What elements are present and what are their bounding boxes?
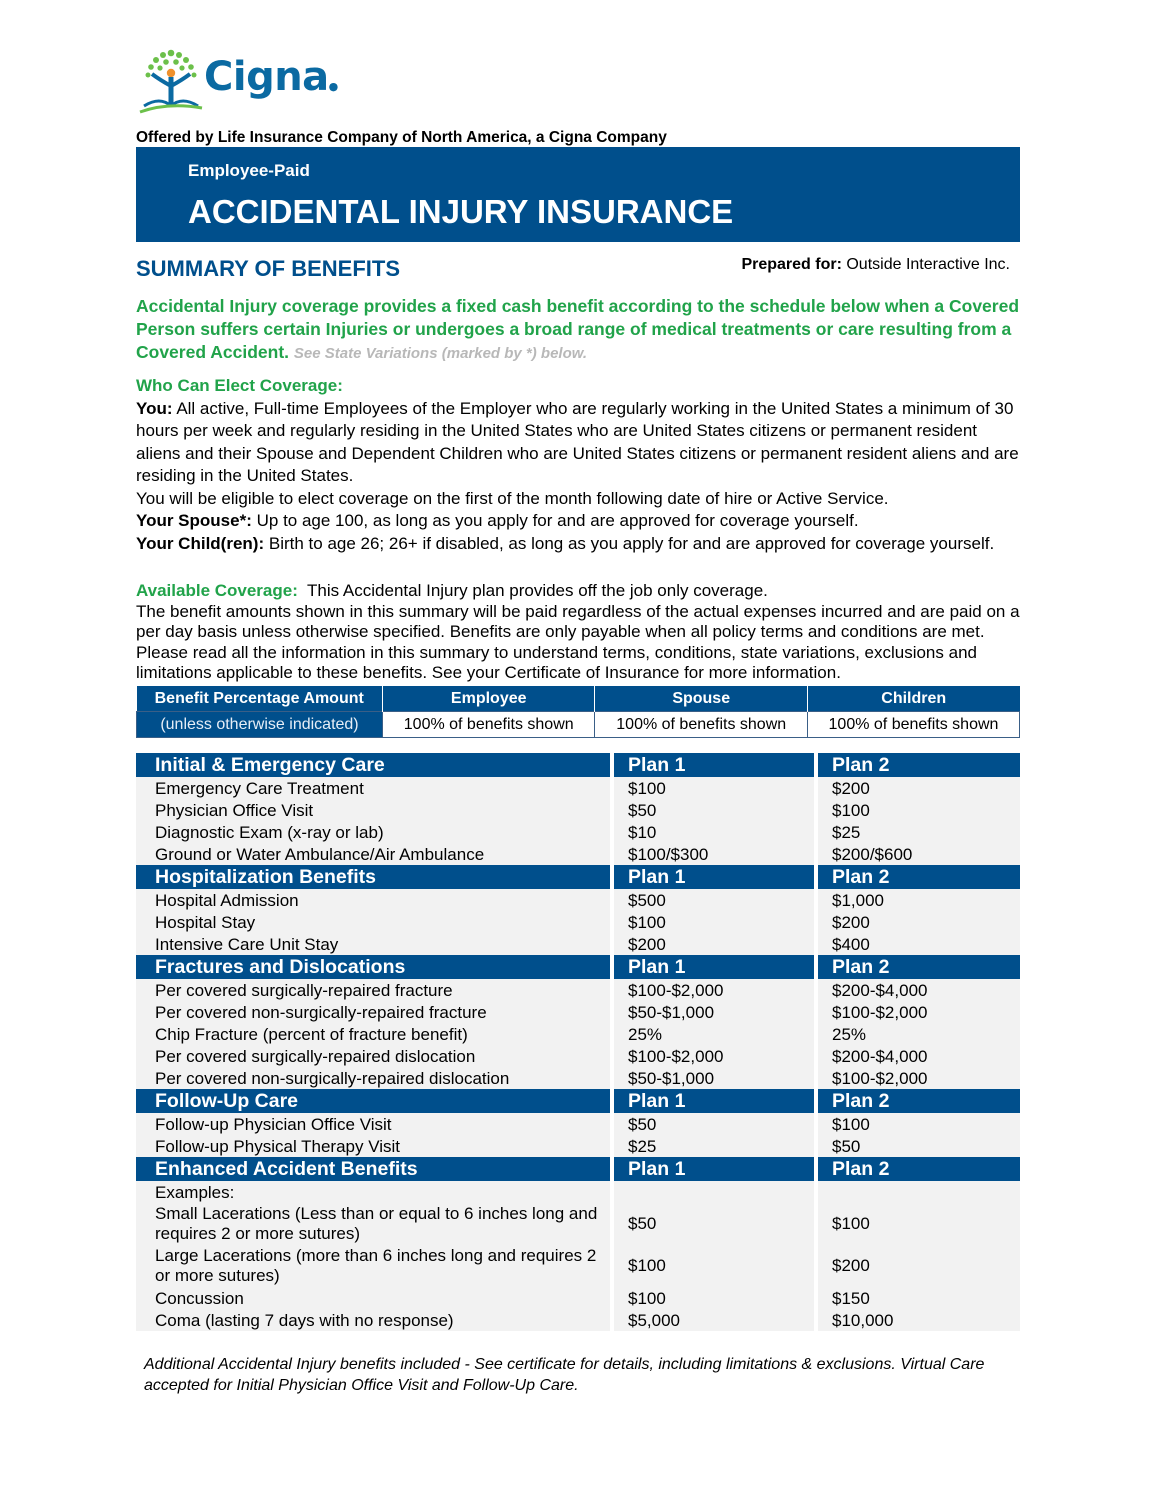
- plan2-value: $400: [816, 933, 1020, 955]
- plan2-value: $100-$2,000: [816, 1001, 1020, 1023]
- table-row: [136, 1245, 1020, 1287]
- child-text: Birth to age 26; 26+ if disabled, as long as you apply for and are approved for coverage yourself.: [268, 533, 995, 553]
- table-row: [136, 1067, 1020, 1089]
- banner-title: ACCIDENTAL INJURY INSURANCE: [188, 193, 734, 230]
- section-title: Initial & Emergency Care: [136, 753, 612, 777]
- plan1-header: Plan 1: [612, 1157, 816, 1181]
- plan1-value: $100: [612, 777, 816, 799]
- tree-of-life-icon: [138, 46, 204, 118]
- plan1-value: $100: [612, 1245, 816, 1287]
- eligibility-you: [136, 398, 1026, 488]
- available-coverage-section: [136, 581, 1026, 684]
- available-text: The benefit amounts shown in this summary will be paid regardless of the actual expenses incurred and are paid on a per day basis unless otherwise specified. Benefits are only payable when all policy terms and conditions are met. Please read all the information in this summary to understand terms, conditions, state variations, exclusions and limitations applicable to these benefits. See your Certificate of Insurance for more information.: [136, 601, 1020, 682]
- percentage-values-row: [137, 712, 1020, 738]
- footnote: Additional Accidental Injury benefits included - See certificate for details, including limitations & exclusions. Virtual Care accepted for Initial Physician Office Visit and Follow-Up Care.: [144, 1356, 985, 1394]
- section-header-fractures: [136, 955, 1020, 979]
- title-banner: [136, 147, 1020, 242]
- percentage-value-employee: 100% of benefits shown: [382, 712, 595, 738]
- eligibility-children: [136, 533, 1026, 556]
- plan1-header: Plan 1: [612, 753, 816, 777]
- plan2-value: $200-$4,000: [816, 1045, 1020, 1067]
- percentage-col-children: Children: [807, 686, 1019, 712]
- benefits-table: [136, 753, 1020, 1331]
- you-label: You:: [136, 398, 173, 418]
- plan1-value: $200: [612, 933, 816, 955]
- percentage-col-employee: Employee: [382, 686, 595, 712]
- plan1-value: $50: [612, 799, 816, 821]
- summary-title: SUMMARY OF BENEFITS: [136, 256, 401, 281]
- table-row: [136, 889, 1020, 911]
- benefit-name: Emergency Care Treatment: [136, 777, 612, 799]
- plan2-value: $100: [816, 1113, 1020, 1135]
- table-row: [136, 799, 1020, 821]
- table-row: [136, 777, 1020, 799]
- plan1-value: $100-$2,000: [612, 979, 816, 1001]
- plan2-value: $200: [816, 911, 1020, 933]
- plan1-value: $50-$1,000: [612, 1001, 816, 1023]
- benefit-name: Per covered non-surgically-repaired fracture: [136, 1001, 612, 1023]
- percentage-header-row: [137, 686, 1020, 712]
- plan1-header: Plan 1: [612, 865, 816, 889]
- table-row: [136, 933, 1020, 955]
- benefit-name: Per covered surgically-repaired dislocation: [136, 1045, 612, 1067]
- spouse-label: Your Spouse*:: [136, 511, 252, 530]
- table-row: [136, 1001, 1020, 1023]
- plan2-value: $200-$4,000: [816, 979, 1020, 1001]
- plan2-value: $200: [816, 1245, 1020, 1287]
- plan1-value: $100: [612, 911, 816, 933]
- available-heading: Available Coverage:: [136, 581, 298, 600]
- plan2-value: $100: [816, 799, 1020, 821]
- plan2-value: $150: [816, 1287, 1020, 1309]
- plan2-value: $200: [816, 777, 1020, 799]
- intro-paragraph: [136, 295, 1020, 365]
- banner-kicker: Employee-Paid: [188, 161, 310, 180]
- plan2-header: Plan 2: [816, 1089, 1020, 1113]
- plan1-value: $50: [612, 1113, 816, 1135]
- table-row: [136, 911, 1020, 933]
- table-row: [136, 1045, 1020, 1067]
- table-row: [136, 1287, 1020, 1309]
- plan1-value: $500: [612, 889, 816, 911]
- you-text: All active, Full-time Employees of the Employer who are regularly working in the United States a minimum of 30 hours per week and regularly residing in the United States who are United States citizens or permanent resident aliens and their Spouse and Dependent Children who are United States citizens or permanent resident aliens and are residing in the United States.: [136, 398, 1019, 485]
- plan1-value: $10: [612, 821, 816, 843]
- table-row: [136, 1023, 1020, 1045]
- plan2-value: $100: [816, 1203, 1020, 1245]
- child-label: Your Child(ren):: [136, 533, 265, 553]
- prepared-for: [741, 256, 1010, 274]
- eligibility-section: [136, 375, 1026, 555]
- benefit-name: Chip Fracture (percent of fracture benefit): [136, 1023, 612, 1045]
- eligibility-date: You will be eligible to elect coverage on the first of the month following date of hire or Active Service.: [136, 488, 889, 508]
- prepared-value: Outside Interactive Inc.: [846, 256, 1010, 273]
- benefit-name: Diagnostic Exam (x-ray or lab): [136, 821, 612, 843]
- table-row: [136, 843, 1020, 865]
- table-row: [136, 1181, 1020, 1203]
- plan2-value: $1,000: [816, 889, 1020, 911]
- offered-by: Offered by Life Insurance Company of North America, a Cigna Company: [136, 129, 667, 146]
- section-header-followup: [136, 1089, 1020, 1113]
- plan1-value: $50-$1,000: [612, 1067, 816, 1089]
- plan2-value: 25%: [816, 1023, 1020, 1045]
- plan1-value: $100: [612, 1287, 816, 1309]
- plan1-value: $100-$2,000: [612, 1045, 816, 1067]
- benefit-percentage-table: [136, 686, 1020, 738]
- benefit-name: Coma (lasting 7 days with no response): [136, 1309, 612, 1331]
- percentage-value-children: 100% of benefits shown: [807, 712, 1019, 738]
- plan2-value: $200/$600: [816, 843, 1020, 865]
- plan2-value: $100-$2,000: [816, 1067, 1020, 1089]
- benefit-name: Concussion: [136, 1287, 612, 1309]
- benefit-name: Per covered non-surgically-repaired dislocation: [136, 1067, 612, 1089]
- plan2-header: Plan 2: [816, 753, 1020, 777]
- section-title: Follow-Up Care: [136, 1089, 612, 1113]
- table-row: [136, 1135, 1020, 1157]
- plan2-header: Plan 2: [816, 1157, 1020, 1181]
- intro-note: See State Variations (marked by *) below.: [293, 345, 588, 362]
- plan2-value: $50: [816, 1135, 1020, 1157]
- table-row: [136, 1113, 1020, 1135]
- section-header-hospitalization: [136, 865, 1020, 889]
- benefit-name: Ground or Water Ambulance/Air Ambulance: [136, 843, 612, 865]
- available-heading-text: This Accidental Injury plan provides off the job only coverage.: [307, 581, 768, 600]
- benefit-name: Per covered surgically-repaired fracture: [136, 979, 612, 1001]
- benefit-name: Physician Office Visit: [136, 799, 612, 821]
- plan1-value: $50: [612, 1203, 816, 1245]
- prepared-label: Prepared for:: [741, 256, 842, 273]
- spouse-text: Up to age 100, as long as you apply for and are approved for coverage yourself.: [256, 511, 859, 530]
- benefit-name: Follow-up Physical Therapy Visit: [136, 1135, 612, 1157]
- plan1-value: $5,000: [612, 1309, 816, 1331]
- plan2-header: Plan 2: [816, 865, 1020, 889]
- eligibility-heading: Who Can Elect Coverage:: [136, 376, 343, 395]
- section-header-initial: [136, 753, 1020, 777]
- section-title: Fractures and Dislocations: [136, 955, 612, 979]
- cigna-wordmark: Cigna●: [204, 54, 338, 100]
- plan1-header: Plan 1: [612, 955, 816, 979]
- section-title: Enhanced Accident Benefits: [136, 1157, 612, 1181]
- eligibility-spouse: [136, 510, 1026, 533]
- benefit-name: Large Lacerations (more than 6 inches long and requires 2 or more sutures): [136, 1245, 612, 1287]
- benefit-name: Intensive Care Unit Stay: [136, 933, 612, 955]
- table-row: [136, 979, 1020, 1001]
- percentage-sublabel: (unless otherwise indicated): [137, 712, 383, 738]
- available-heading-line: [136, 581, 1026, 602]
- table-row: [136, 1309, 1020, 1331]
- percentage-col-spouse: Spouse: [595, 686, 807, 712]
- plan1-value: $100/$300: [612, 843, 816, 865]
- plan2-value: $25: [816, 821, 1020, 843]
- plan2-value: $10,000: [816, 1309, 1020, 1331]
- plan1-value: $25: [612, 1135, 816, 1157]
- percentage-value-spouse: 100% of benefits shown: [595, 712, 807, 738]
- examples-label: Examples:: [136, 1181, 612, 1203]
- percentage-label: Benefit Percentage Amount: [137, 686, 383, 712]
- benefit-name: Hospital Admission: [136, 889, 612, 911]
- section-title: Hospitalization Benefits: [136, 865, 612, 889]
- benefit-name: Follow-up Physician Office Visit: [136, 1113, 612, 1135]
- benefit-name: Hospital Stay: [136, 911, 612, 933]
- cigna-logo: [138, 44, 368, 124]
- plan1-header: Plan 1: [612, 1089, 816, 1113]
- benefit-name: Small Lacerations (Less than or equal to 6 inches long and requires 2 or more sutures): [136, 1203, 612, 1245]
- plan1-value: 25%: [612, 1023, 816, 1045]
- table-row: [136, 1203, 1020, 1245]
- section-header-enhanced: [136, 1157, 1020, 1181]
- table-row: [136, 821, 1020, 843]
- plan2-header: Plan 2: [816, 955, 1020, 979]
- intro-text: Accidental Injury coverage provides a fixed cash benefit according to the schedule below when a Covered Person suffers certain Injuries or undergoes a broad range of medical treatments or care resulting from a Covered Accident.: [136, 296, 1020, 362]
